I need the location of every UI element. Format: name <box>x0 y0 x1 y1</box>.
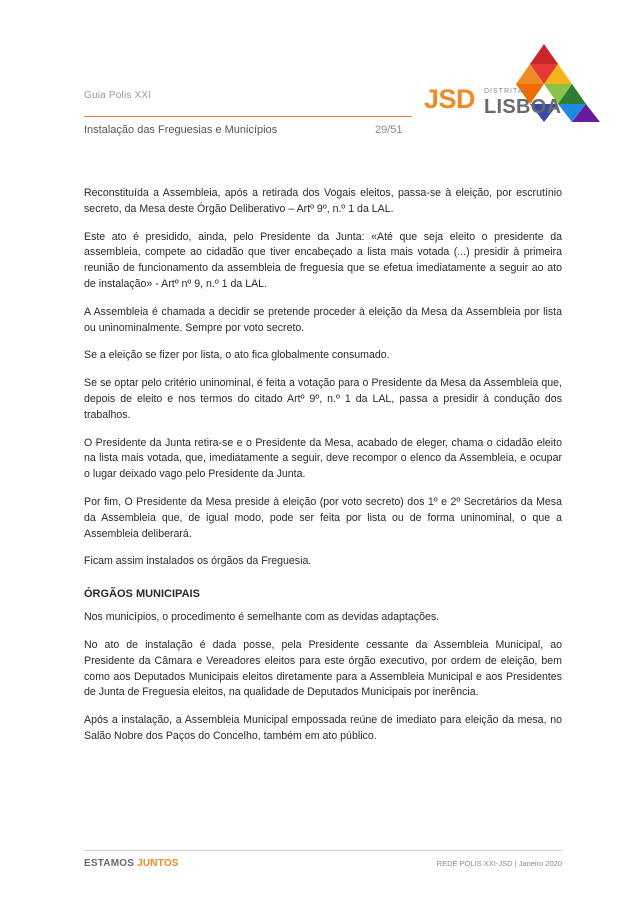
paragraph: Nos municípios, o procedimento é semelhante com as devidas adaptações. <box>84 611 440 624</box>
paragraph: A Assembleia é chamada a decidir se pretende proceder à eleição da Mesa da Assembleia por lista ou uninominalmente. Sempre por voto secreto. <box>84 305 562 334</box>
paragraph: Após a instalação, a Assembleia Municipal empossada reúne de imediato para eleição da mesa, no Salão Nobre dos Paços do Concelho, também em ato público. <box>84 714 562 742</box>
paragraph: Por fim, O Presidente da Mesa preside à eleição (por voto secreto) dos 1º e 2º Secretários da Mesa da Assembleia que, de igual modo, pode ser feita por lista ou de forma uninominal, o que a Assembleia deliberará. <box>84 495 562 540</box>
paragraph: Ficam assim instalados os órgãos da Freguesia. <box>84 555 312 568</box>
footer-slogan-word-1: ESTAMOS <box>84 858 135 869</box>
document-body <box>84 186 562 757</box>
page-number: 29/51 <box>375 124 403 136</box>
header-guide-label: Guia Polis XXI <box>84 90 152 101</box>
logo-jsd-text: JSD <box>424 84 476 114</box>
footer-rule <box>84 850 562 851</box>
paragraph: Reconstituída a Assembleia, após a retirada dos Vogais eleitos, passa-se à eleição, por escrutínio secreto, da Mesa deste Órgão Deliberativo – Artº 9º, n.º 1 da LAL. <box>84 187 562 215</box>
paragraph: O Presidente da Junta retira-se e o Presidente da Mesa, acabado de eleger, chama o cidadão eleito na lista mais votada, que, imediatamente a seguir, deve recompor o elenco da Assembleia, e ocupar o lugar deixado vago pelo Presidente da Junta. <box>84 436 562 481</box>
header-rule <box>84 116 412 117</box>
header-subtitle: Instalação das Freguesias e Municípios <box>84 124 278 136</box>
section-heading: ÓRGÃOS MUNICIPAIS <box>84 588 200 601</box>
paragraph: Se se optar pelo critério uninominal, é feita a votação para o Presidente da Mesa da Assembleia que, depois de eleito e nos termos do citado Artº 9º, n.º 1 da LAL, passa a presidir à condução dos trabalhos. <box>84 377 562 421</box>
footer-slogan <box>84 858 179 869</box>
logo-lisboa-text: LISBOA <box>484 96 562 118</box>
logo-distrital-text: DISTRITAL <box>484 88 529 95</box>
paragraph: Se a eleição se fizer por lista, o ato fica globalmente consumado. <box>84 349 390 362</box>
footer-credit: REDE POLIS XXI-JSD | Janeiro 2020 <box>436 859 562 868</box>
paragraph: No ato de instalação é dada posse, pela Presidente cessante da Assembleia Municipal, ao Presidente da Câmara e Vereadores eleitos para este órgão executivo, por ordem de eleição, bem como aos Deputados Municipais eleitos diretamente para a Assembleia Municipal e aos Presidentes de Junta de Freguesia eleitos, na qualidade de Deputados Municipais por inerência. <box>84 638 562 699</box>
footer-slogan-word-2: JUNTOS <box>137 858 179 869</box>
paragraph: Este ato é presidido, ainda, pelo Presidente da Junta: «Até que seja eleito o presidente da assembleia, compete ao cidadão que tiver encabeçado a lista mais votada (...) presidir à primeira reunião de funcionamento da assembleia de freguesia que se efetua imediatamente a seguir ao ato de instalação» - Artº nº 9, n.º 1 da LAL. <box>84 230 562 290</box>
